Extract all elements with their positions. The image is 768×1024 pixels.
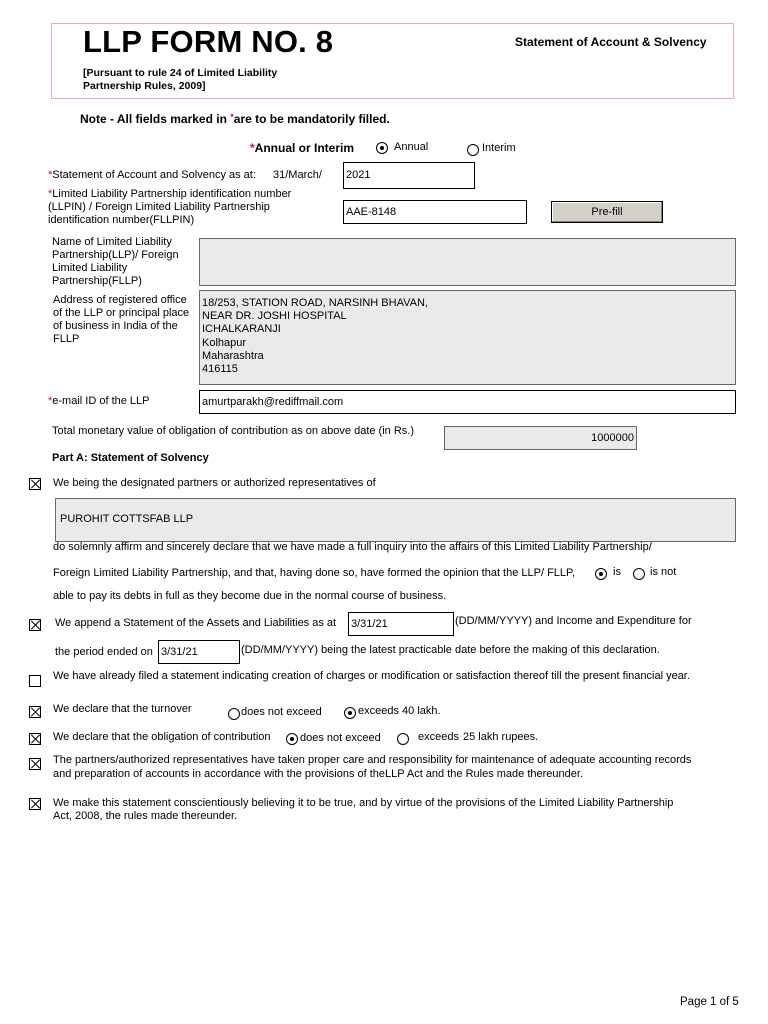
radio-turnover-exceeds[interactable] (344, 707, 356, 719)
affirm-line-2: Foreign Limited Liability Partnership, and that, having done so, have formed the opinion that the LLP/ FLLP, (53, 567, 576, 579)
period-text: the period ended on (55, 646, 153, 658)
radio-solvency-is-not[interactable] (633, 568, 645, 580)
radio-solvency-is-not-label: is not (650, 566, 677, 578)
form-subtitle: Statement of Account & Solvency (515, 35, 707, 49)
declare-intro-text: We being the designated partners or authorized representatives of (53, 477, 376, 489)
turnover-text: We declare that the turnover (53, 703, 192, 715)
obligation-checkbox[interactable] (29, 733, 41, 745)
radio-obligation-exceeds-label: exceeds (418, 731, 459, 743)
statement-date-label: *Statement of Account and Solvency as at: (48, 169, 256, 181)
page-number: Page 1 of 5 (680, 996, 739, 1008)
obligation-suffix: 25 lakh rupees. (463, 731, 539, 743)
annual-interim-label: *Annual or Interim (250, 141, 355, 155)
affirm-line-3: able to pay its debts in full as they become due in the normal course of business. (53, 590, 447, 602)
affirm-line-1: do solemnly affirm and sincerely declare that we have made a full inquiry into the affairs of this Limited Liability Partnership/ (53, 541, 652, 553)
care-checkbox[interactable] (29, 758, 41, 770)
form-title: LLP FORM NO. 8 (83, 24, 334, 59)
append-suffix: (DD/MM/YYYY) and Income and Expenditure for (455, 615, 692, 627)
radio-turnover-exceeds-label: exceeds 40 lakh. (358, 705, 441, 717)
charges-text: We have already filed a statement indicating creation of charges or modification or satisfaction thereof till the present financial year. (53, 670, 690, 682)
address-field[interactable]: 18/253, STATION ROAD, NARSINH BHAVAN, NEAR DR. JOSHI HOSPITAL ICHALKARANJI Kolhapur Maharashtra 416115 (199, 290, 736, 385)
append-checkbox[interactable] (29, 619, 41, 631)
pursuant-rule: [Pursuant to rule 24 of Limited Liability Partnership Rules, 2009] (83, 67, 278, 92)
radio-solvency-is-label: is (613, 566, 621, 578)
append-text: We append a Statement of the Assets and Liabilities as at (55, 617, 337, 629)
turnover-checkbox[interactable] (29, 706, 41, 718)
conscience-text: We make this statement conscientiously believing it to be true, and by virtue of the provisions of the Limited Liability Partnership Act, 2008, the rules made thereunder. (53, 797, 674, 822)
radio-annual-label: Annual (394, 141, 429, 153)
email-label: *e-mail ID of the LLP (48, 395, 150, 407)
part-a-heading: Part A: Statement of Solvency (52, 452, 209, 464)
prefill-button[interactable]: Pre-fill (551, 201, 663, 223)
statement-year-input[interactable]: 2021 (343, 162, 475, 189)
care-text: The partners/authorized representatives have taken proper care and responsibility for maintenance of adequate accounting records and preparation of accounts in accordance with the provisions of theLLP Act and the Rules made thereunder. (53, 754, 692, 780)
radio-obligation-not-exceed[interactable] (286, 733, 298, 745)
radio-obligation-not-exceed-label: does not exceed (300, 732, 381, 744)
llp-name-label: Name of Limited Liability Partnership(LLP)/ Foreign Limited Liability Partnership(FLLP) (52, 236, 179, 287)
radio-interim[interactable] (467, 144, 479, 156)
address-label: Address of registered office of the LLP or principal place of business in India of the FLLP (53, 294, 190, 345)
declare-llp-name-field[interactable]: PUROHIT COTTSFAB LLP (55, 498, 736, 542)
radio-obligation-exceeds[interactable] (397, 733, 409, 745)
obligation-text: We declare that the obligation of contribution (53, 731, 271, 743)
radio-turnover-not-exceed-label: does not exceed (241, 706, 322, 718)
llp-name-field[interactable] (199, 238, 736, 286)
period-suffix: (DD/MM/YYYY) being the latest practicable date before the making of this declaration. (241, 644, 660, 656)
radio-turnover-not-exceed[interactable] (228, 708, 240, 720)
radio-interim-label: Interim (482, 142, 516, 154)
radio-annual[interactable] (376, 142, 388, 154)
llpin-input[interactable]: AAE-8148 (343, 200, 527, 224)
charges-checkbox[interactable] (29, 675, 41, 687)
contribution-field[interactable]: 1000000 (444, 426, 637, 450)
statement-date-prefix: 31/March/ (273, 169, 322, 181)
contribution-label: Total monetary value of obligation of contribution as on above date (in Rs.) (52, 425, 414, 437)
radio-solvency-is[interactable] (595, 568, 607, 580)
append-date-input[interactable]: 3/31/21 (348, 612, 454, 636)
period-date-input[interactable]: 3/31/21 (158, 640, 240, 664)
mandatory-note: Note - All fields marked in *are to be mandatorily filled. (80, 112, 390, 126)
conscience-checkbox[interactable] (29, 798, 41, 810)
email-input[interactable]: amurtparakh@rediffmail.com (199, 390, 736, 414)
llpin-label: *Limited Liability Partnership identification number (LLPIN) / Foreign Limited Liability Partnership identification number(FLLPIN) (48, 188, 292, 226)
declare-intro-checkbox[interactable] (29, 478, 41, 490)
